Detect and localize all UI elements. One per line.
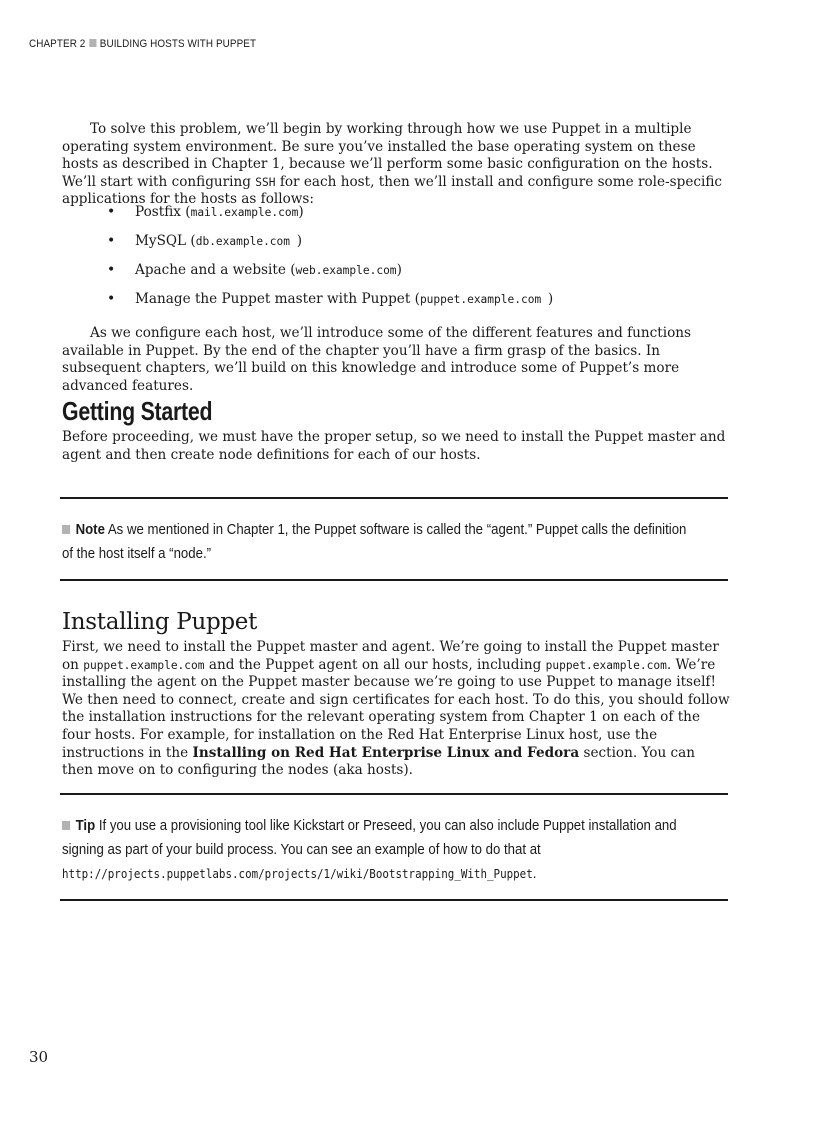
- section-heading-installing-puppet: Installing Puppet: [62, 609, 258, 635]
- list-item-code: puppet.example.com: [419, 293, 548, 306]
- list-item-end: ): [296, 233, 303, 249]
- page-number: 30: [29, 1048, 49, 1066]
- note-label: Note: [75, 522, 105, 538]
- installing-code-1: puppet.example.com: [83, 658, 205, 672]
- tip-text: If you use a provisioning tool like Kickstart or Preseed, you can also include Puppet installation and signing as part of your build process. You can see an example of how to do that at: [62, 818, 677, 858]
- note-text: As we mentioned in Chapter 1, the Puppet software is called the “agent.” Puppet calls the definition of the host itself a “node.”: [62, 522, 687, 562]
- list-item: [62, 233, 730, 262]
- section-heading-getting-started: Getting Started: [62, 396, 213, 426]
- tip-url: http://projects.puppetlabs.com/projects/1/wiki/Bootstrapping_With_Puppet: [62, 867, 533, 881]
- note-bottom-rule: [60, 579, 728, 581]
- getting-started-section: [62, 396, 730, 464]
- intro-paragraph-block: [62, 121, 730, 209]
- configure-paragraph-block: [62, 325, 730, 395]
- list-item-label: Apache and a website (: [135, 262, 296, 278]
- list-item-end: ): [547, 291, 554, 307]
- installing-text-4: section. You can then move on to configuring the nodes (aka hosts).: [62, 744, 696, 779]
- installing-text-1: First, we need to install the Puppet master and agent. We’re going to install the Puppet master on: [62, 639, 719, 673]
- list-item-label: Postfix (: [135, 204, 191, 220]
- list-item-end: ): [298, 204, 304, 220]
- list-item-label: Manage the Puppet master with Puppet (: [135, 291, 420, 307]
- list-item: [62, 262, 730, 291]
- square-separator-icon: [89, 39, 96, 47]
- list-item-code: web.example.com: [295, 264, 397, 277]
- chapter-title: BUILDING HOSTS WITH PUPPET: [99, 38, 257, 50]
- installing-paragraph: [62, 639, 730, 780]
- intro-paragraph: [62, 121, 730, 209]
- list-item: [62, 204, 730, 233]
- tip-top-rule: [60, 793, 728, 795]
- tip-end: .: [532, 866, 537, 882]
- installing-bold-ref: Installing on Red Hat Enterprise Linux and Fedora: [192, 744, 580, 761]
- intro-text: To solve this problem, we’ll begin by working through how we use Puppet in a multiple operating system environment. Be sure you’ve installed the base operating system on these hosts as described in Chapter 1, because we’ll perform some basic configuration on the hosts. We’ll start with configuring: [62, 121, 713, 190]
- intro-code: SSH: [255, 175, 276, 189]
- note-callout: [62, 518, 686, 566]
- installing-puppet-section: [62, 609, 730, 780]
- list-item-end: ): [396, 262, 402, 278]
- note-square-icon: [62, 525, 70, 534]
- getting-started-paragraph: Before proceeding, we must have the proper setup, so we need to install the Puppet master and agent and then create node definitions for each of our hosts.: [62, 429, 726, 463]
- tip-square-icon: [62, 821, 70, 830]
- chapter-label: CHAPTER 2: [29, 38, 86, 50]
- list-item-code: mail.example.com: [190, 206, 299, 219]
- intro-text-after: for each host, then we’ll install and configure some role-specific applications for the hosts as follows:: [62, 173, 723, 208]
- installing-text-3: . We’re installing the agent on the Puppet master because we’re going to use Puppet to manage itself! We then need to connect, create and sign certificates for each host. To do this, you should follow the installation instructions for the relevant operating system from Chapter 1 on each of the four hosts. For example, for installation on the Red Hat Enterprise Linux host, use the instructions in the: [62, 656, 730, 761]
- list-item-code: db.example.com: [195, 235, 297, 248]
- installing-code-2: puppet.example.com: [545, 658, 667, 672]
- installing-text-2: and the Puppet agent on all our hosts, including: [204, 656, 546, 673]
- running-header: [29, 38, 256, 50]
- tip-label: Tip: [75, 818, 96, 834]
- list-item-label: MySQL (: [135, 233, 196, 249]
- note-top-rule: [60, 497, 728, 499]
- tip-bottom-rule: [60, 899, 728, 901]
- list-item: [62, 291, 730, 320]
- configure-paragraph: As we configure each host, we’ll introduce some of the different features and functions available in Puppet. By the end of the chapter you’ll have a firm grasp of the basics. In subsequent chapters, we’ll build on this knowledge and introduce some of Puppet’s more advanced features.: [62, 325, 691, 394]
- tip-callout: [62, 814, 686, 886]
- host-list: [62, 204, 730, 320]
